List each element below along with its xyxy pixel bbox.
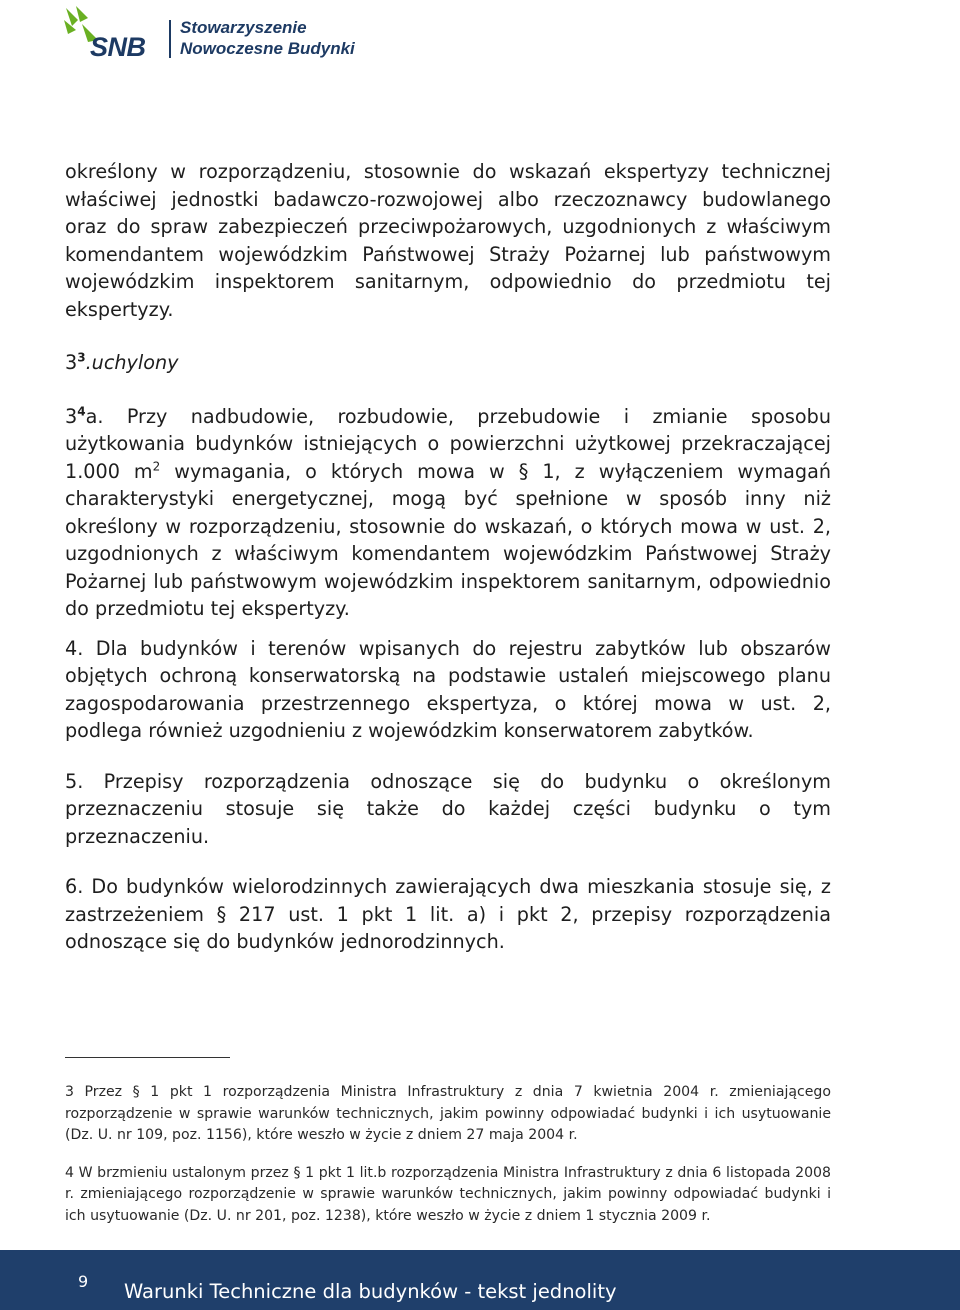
paragraph-continuation: określony w rozporządzeniu, stosownie do wskazań ekspertyzy technicznej właściwej jednostki badawczo-rozwojowej albo rzeczoznawcy budowlanego oraz do spraw zabezpieczeń przeciwpożarowych, uzgodnionych z właściwym komendantem wojewódzkim Państwowej Straży Pożarnej lub państwowym wojewódzkim inspektorem sanitarnym, odpowiednio do przedmiotu tej ekspertyzy. xyxy=(65,160,831,321)
paragraph-5: 5. Przepisy rozporządzenia odnoszące się do budynku o określonym przeznaczeniu stosuje się także do każdej części budynku o tym przeznaczeniu. xyxy=(65,769,831,848)
org-line-1: Stowarzyszenie xyxy=(180,18,307,37)
page-footer xyxy=(0,1250,960,1310)
paragraph-text-b: wymagania, o których mowa w § 1, z wyłączeniem wymagań charakterystyki energetycznej, mogą być spełnione w sposób inny niż określony w rozporządzeniu, stosownie do wskazań, o których mowa w ust. 2, uzgodnionych z właściwym komendantem wojewódzkim Państwowej Straży Pożarnej lub państwowym wojewódzkim inspektorem sanitarnym, odpowiednio do przedmiotu tej ekspertyzy. xyxy=(65,459,831,620)
footnotes xyxy=(65,1082,831,1227)
paragraph-3-4a xyxy=(65,403,831,623)
footnote-3: 3 Przez § 1 pkt 1 rozporządzenia Ministra Infrastruktury z dnia 7 kwietnia 2004 r. zmieniającego rozporządzenie w sprawie warunków technicznych, jakim powinny odpowiadać budynki i ich usytuowanie (Dz. U. nr 109, poz. 1156), które weszło w życie z dniem 27 maja 2004 r. xyxy=(65,1084,831,1143)
footnote-ref-4: 4 xyxy=(77,404,86,419)
paragraph-4: 4. Dla budynków i terenów wpisanych do rejestru zabytków lub obszarów objętych ochroną konserwatorską na podstawie ustaleń miejscowego planu zagospodarowania przestrzennego ekspertyza, o której mowa w ust. 2, podlega również uzgodnieniu z wojewódzkim konserwatorem zabytków. xyxy=(65,636,831,742)
footnote-ref-3: 3 xyxy=(77,350,86,365)
footer-title: Warunki Techniczne dla budynków - tekst jednolity xyxy=(124,1280,617,1303)
paragraph-text-a: a. Przy nadbudowie, rozbudowie, przebudowie i zmianie sposobu użytkowania budynków istniejących o powierzchni użytkowej przekraczającej 1.000 m xyxy=(65,404,831,483)
org-line-2: Nowoczesne Budynki xyxy=(180,39,355,58)
organization-name xyxy=(180,17,355,59)
logo-divider xyxy=(169,20,171,58)
paragraph-3-3 xyxy=(65,349,831,377)
page-number: 9 xyxy=(78,1272,89,1291)
brand-short: SNB xyxy=(90,32,146,62)
header-logo xyxy=(62,4,382,64)
document-body xyxy=(65,158,831,956)
paragraph-6: 6. Do budynków wielorodzinnych zawierających dwa mieszkania stosuje się, z zastrzeżeniem § 217 ust. 1 pkt 1 lit. a) i pkt 2, przepisy rozporządzenia odnoszące się do budynków jednorodzinnych. xyxy=(65,875,831,953)
paragraph-number: 3 xyxy=(65,351,78,374)
footnote-4: 4 W brzmieniu ustalonym przez § 1 pkt 1 lit.b rozporządzenia Ministra Infrastruktury z dnia 6 listopada 2008 r. zmieniającego rozporządzenie w sprawie warunków technicznych, jakim powinny odpowiadać budynki i ich usytuowanie (Dz. U. nr 201, poz. 1238), które weszło w życie z dniem 1 stycznia 2009 r. xyxy=(65,1164,831,1224)
paragraph-number: 3 xyxy=(65,404,78,428)
square-meter-superscript: 2 xyxy=(152,459,161,474)
footnote-divider xyxy=(65,1057,230,1058)
paragraph-text: .uchylony xyxy=(85,351,179,374)
